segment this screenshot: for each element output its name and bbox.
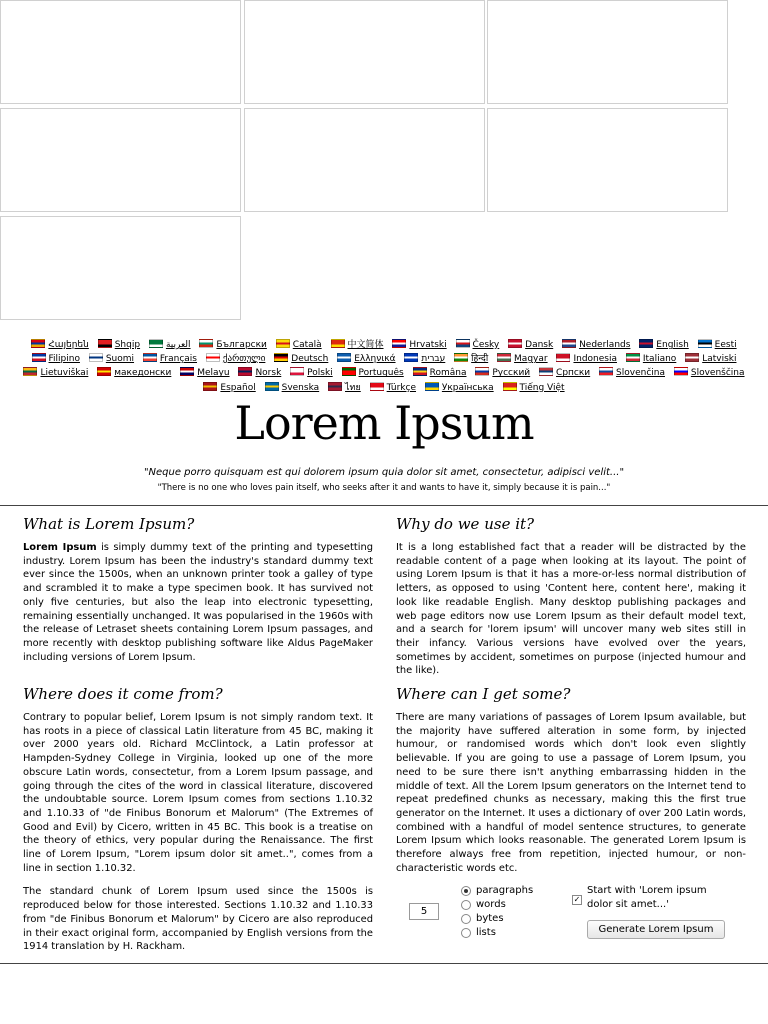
language-label[interactable]: Dansk <box>525 340 554 350</box>
language-label[interactable]: Melayu <box>197 368 230 379</box>
language-link[interactable] <box>97 366 171 380</box>
language-link[interactable] <box>89 352 134 366</box>
language-label[interactable]: Norsk <box>255 368 282 379</box>
language-link[interactable] <box>199 338 266 352</box>
language-link[interactable] <box>685 352 736 366</box>
language-link[interactable] <box>456 338 500 352</box>
language-label[interactable]: Nederlands <box>579 340 631 350</box>
language-label[interactable]: Magyar <box>514 354 548 365</box>
flag-icon <box>639 339 653 348</box>
flag-icon <box>97 367 111 376</box>
language-label[interactable]: Italiano <box>642 354 677 365</box>
flag-icon <box>328 382 342 391</box>
language-link[interactable] <box>265 381 320 395</box>
language-link[interactable] <box>674 366 745 380</box>
language-label[interactable]: Español <box>220 382 256 393</box>
section-heading: Why do we use it? <box>396 515 535 533</box>
language-label[interactable]: Hrvatski <box>409 340 447 350</box>
section-where-from <box>23 685 373 964</box>
section-heading: Where can I get some? <box>396 685 571 703</box>
flag-icon <box>698 339 712 348</box>
bottom-divider <box>0 963 768 964</box>
language-label[interactable]: Català <box>292 340 322 350</box>
language-link[interactable] <box>503 381 565 395</box>
section-body: Contrary to popular belief, Lorem Ipsum is not simply random text. It has roots in a piece of classical Latin literature from 45 BC, making it over 2000 years old. Richard McClintock, a Latin professor at Hampden-Sydney College in Virginia, looked up one of the more obscure Latin words, consectetur, from a Lorem Ipsum passage, and going through the cites of the word in classical literature, discovered the undoubtable source. Lorem Ipsum comes from sections 1.10.32 and 1.10.33 of "de Finibus Bonorum et Malorum" (The Extremes of Good and Evil) by Cicero, written in 45 BC. This book is a treatise on the theory of ethics, very popular during the Renaissance. The first line of Lorem Ipsum, "Lorem ipsum dolor sit amet..", comes from a line in section 1.10.32. <box>23 712 373 874</box>
language-label[interactable]: العربية <box>165 340 191 350</box>
language-link[interactable] <box>698 338 737 352</box>
language-link[interactable] <box>31 338 88 352</box>
start-with-label: Start with 'Lorem ipsum dolor sit amet...' <box>587 885 707 910</box>
language-label[interactable]: Svenska <box>281 382 320 393</box>
ad-slot[interactable] <box>0 0 241 104</box>
option-paragraphs[interactable]: paragraphs <box>461 885 533 896</box>
language-link[interactable] <box>342 366 404 380</box>
language-label[interactable]: Türkçe <box>386 382 417 393</box>
language-link[interactable] <box>639 338 689 352</box>
language-label[interactable]: English <box>656 340 689 350</box>
language-link[interactable] <box>328 381 361 395</box>
language-link[interactable] <box>32 352 80 366</box>
language-label[interactable]: Slovenščina <box>690 368 745 379</box>
language-link[interactable] <box>98 338 140 352</box>
language-label[interactable]: Indonesia <box>573 354 617 365</box>
generator-form <box>396 882 746 952</box>
language-label[interactable]: Հայերեն <box>48 340 89 350</box>
ad-slot[interactable] <box>244 0 485 104</box>
flag-icon <box>342 367 356 376</box>
language-label[interactable]: עברית <box>421 354 446 365</box>
radio-button[interactable] <box>461 886 471 896</box>
language-label[interactable]: ไทย <box>345 382 361 393</box>
flag-icon <box>539 367 553 376</box>
start-with-checkbox[interactable]: ✓ <box>573 895 581 904</box>
flag-icon <box>238 367 252 376</box>
section-heading: What is Lorem Ipsum? <box>23 515 195 533</box>
radio-button[interactable] <box>461 914 471 924</box>
flag-icon <box>290 367 304 376</box>
language-link[interactable] <box>203 381 255 395</box>
language-link[interactable] <box>508 338 553 352</box>
language-link[interactable] <box>425 381 494 395</box>
section-body: Lorem Ipsum is simply dummy text of the printing and typesetting industry. Lorem Ipsum has been the industry's standard dummy text ever since the 1500s, when an unknown printer took a galley of type and scrambled it to make a type specimen book. It has survived not only five centuries, but also the leap into electronic typesetting, remaining essentially unchanged. It was popularised in the 1960s with the release of Letraset sheets containing Lorem Ipsum passages, and more recently with desktop publishing software like Aldus PageMaker including versions of Lorem Ipsum. <box>23 542 373 663</box>
section-where-get <box>396 685 746 885</box>
generate-button[interactable]: Generate Lorem Ipsum <box>587 920 725 939</box>
flag-icon <box>180 367 194 376</box>
language-label[interactable]: Suomi <box>105 354 135 365</box>
flag-icon <box>454 353 468 362</box>
ad-slot[interactable] <box>0 108 241 212</box>
language-link[interactable] <box>413 366 467 380</box>
section-body: It is a long established fact that a reader will be distracted by the readable content of a page when looking at its layout. The point of using Lorem Ipsum is that it has a more-or-less normal distribution of letters, as opposed to using 'Content here, content here', making it look like readable English. Many desktop publishing packages and web page editors now use Lorem Ipsum as their default model text, and a search for 'lorem ipsum' will uncover many web sites still in their infancy. Various versions have evolved over the years, sometimes by accident, sometimes on purpose (injected humour and the like). <box>396 542 746 677</box>
language-label[interactable]: ქართული <box>222 354 266 365</box>
section-body: The standard chunk of Lorem Ipsum used since the 1500s is reproduced below for those interested. Sections 1.10.32 and 1.10.33 from "de Finibus Bonorum et Malorum" by Cicero are also reproduced in their exact original form, accompanied by English versions from the 1914 translation by H. Rackham. <box>23 886 373 953</box>
page-title: Lorem Ipsum <box>234 396 534 450</box>
ad-slot[interactable] <box>487 0 728 104</box>
option-bytes[interactable]: bytes <box>461 913 504 924</box>
flag-icon <box>503 382 517 391</box>
language-link[interactable] <box>539 366 590 380</box>
section-heading: Where does it come from? <box>23 685 223 703</box>
flag-icon <box>556 353 570 362</box>
language-link[interactable] <box>556 352 617 366</box>
language-link[interactable] <box>599 366 665 380</box>
language-link[interactable] <box>562 338 630 352</box>
language-label[interactable]: Српски <box>556 368 591 379</box>
flag-icon <box>456 339 470 348</box>
flag-icon <box>274 353 288 362</box>
ad-grid <box>0 0 730 322</box>
language-label[interactable]: Tiếng Việt <box>519 382 565 393</box>
language-label[interactable]: Български <box>216 340 267 350</box>
language-link[interactable] <box>238 366 281 380</box>
language-label[interactable]: Eesti <box>714 340 737 350</box>
flag-icon <box>404 353 418 362</box>
flag-icon <box>331 339 345 348</box>
flag-icon <box>475 367 489 376</box>
flag-icon <box>265 382 279 391</box>
language-link[interactable] <box>454 352 488 366</box>
language-label[interactable]: Pусский <box>492 368 531 379</box>
language-label[interactable]: Româna <box>429 368 467 379</box>
language-link[interactable] <box>404 352 445 366</box>
language-label[interactable]: Deutsch <box>291 354 329 365</box>
flag-icon <box>626 353 640 362</box>
language-label[interactable]: Українська <box>441 382 494 393</box>
language-link[interactable] <box>149 338 191 352</box>
language-label[interactable]: Ελληνικά <box>354 354 396 365</box>
bold-term: Lorem Ipsum <box>23 542 97 553</box>
ad-slot[interactable] <box>487 108 728 212</box>
flag-icon <box>599 367 613 376</box>
language-link[interactable] <box>276 338 322 352</box>
flag-icon <box>149 339 163 348</box>
language-label[interactable]: Latviski <box>702 354 737 365</box>
option-lists[interactable]: lists <box>461 927 496 938</box>
language-link[interactable] <box>497 352 548 366</box>
language-label[interactable]: Slovenčina <box>616 368 665 379</box>
flag-icon <box>685 353 699 362</box>
latin-quote: "Neque porro quisquam est qui dolorem ipsum quia dolor sit amet, consectetur, adipisci velit..." <box>143 467 625 478</box>
language-label[interactable]: 中文简体 <box>347 340 384 350</box>
flag-icon <box>392 339 406 348</box>
language-link[interactable] <box>23 366 88 380</box>
language-label[interactable]: Polski <box>307 368 333 379</box>
flag-icon <box>508 339 522 348</box>
language-label[interactable]: македонски <box>114 368 172 379</box>
language-label[interactable]: Česky <box>472 340 500 350</box>
section-why <box>396 515 746 688</box>
language-link[interactable] <box>626 352 676 366</box>
section-what <box>23 515 373 674</box>
language-label[interactable]: Português <box>358 368 404 379</box>
language-link[interactable] <box>475 366 530 380</box>
flag-icon <box>203 382 217 391</box>
flag-icon <box>143 353 157 362</box>
language-link[interactable] <box>180 366 229 380</box>
flag-icon <box>23 367 37 376</box>
flag-icon <box>370 382 384 391</box>
top-divider <box>0 505 768 506</box>
language-link[interactable] <box>337 352 395 366</box>
language-label[interactable]: Lietuviškai <box>40 368 89 379</box>
language-link[interactable] <box>392 338 446 352</box>
flag-icon <box>425 382 439 391</box>
flag-icon <box>98 339 112 348</box>
ad-slot[interactable] <box>0 216 241 320</box>
radio-button[interactable] <box>461 900 471 910</box>
language-list <box>0 338 768 395</box>
language-link[interactable] <box>143 352 197 366</box>
flag-icon <box>413 367 427 376</box>
flag-icon <box>337 353 351 362</box>
flag-icon <box>562 339 576 348</box>
language-label[interactable]: Français <box>159 354 198 365</box>
language-label[interactable]: Shqip <box>114 340 141 350</box>
flag-icon <box>276 339 290 348</box>
option-words[interactable]: words <box>461 899 506 910</box>
section-body: There are many variations of passages of Lorem Ipsum available, but the majority have suffered alteration in some form, by injected humour, or randomised words which don't look even slightly believable. If you are going to use a passage of Lorem Ipsum, you need to be sure there isn't anything embarrassing hidden in the middle of text. All the Lorem Ipsum generators on the Internet tend to repeat predefined chunks as necessary, making this the first true generator on the Internet. It uses a dictionary of over 200 Latin words, combined with a handful of model sentence structures, to generate Lorem Ipsum which looks reasonable. The generated Lorem Ipsum is therefore always free from repetition, injected humour, or non-characteristic words etc. <box>396 712 746 874</box>
flag-icon <box>31 339 45 348</box>
language-link[interactable] <box>331 338 384 352</box>
flag-icon <box>89 353 103 362</box>
language-link[interactable] <box>206 352 266 366</box>
flag-icon <box>674 367 688 376</box>
language-link[interactable] <box>370 381 416 395</box>
flag-icon <box>497 353 511 362</box>
flag-icon <box>199 339 213 348</box>
amount-input[interactable] <box>409 903 439 920</box>
radio-button[interactable] <box>461 928 471 938</box>
language-label[interactable]: Filipino <box>48 354 80 365</box>
flag-icon <box>206 353 220 362</box>
quote-translation: "There is no one who loves pain itself, who seeks after it and wants to have it, simply because it is pain..." <box>157 483 611 493</box>
flag-icon <box>32 353 46 362</box>
language-link[interactable] <box>274 352 328 366</box>
language-label[interactable]: हिन्दी <box>471 354 489 365</box>
language-link[interactable] <box>290 366 333 380</box>
ad-slot[interactable] <box>244 108 485 212</box>
